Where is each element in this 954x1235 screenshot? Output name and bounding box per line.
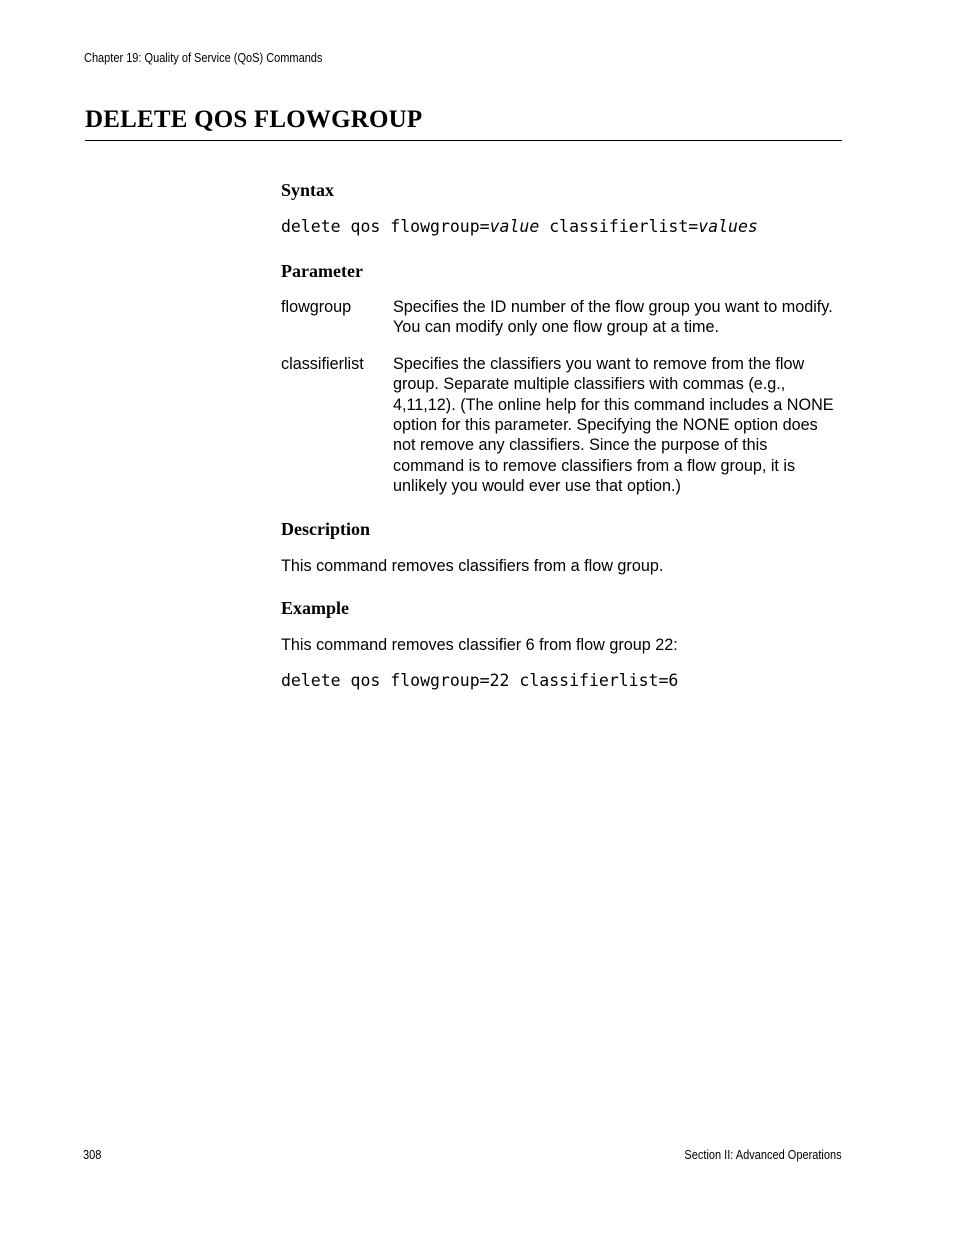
syntax-command [281,216,842,238]
description-heading: Description [281,518,370,539]
syntax-command-part: classifierlist= [539,217,699,236]
parameter-heading: Parameter [281,261,363,281]
parameter-row-classifierlist [281,354,842,497]
running-footer-section: Section II: Advanced Operations [684,1148,842,1162]
title-divider [85,140,842,141]
syntax-heading: Syntax [281,180,335,200]
parameter-description: Specifies the ID number of the flow group you want to modify. You can modify only one flow group at a time. [393,298,833,337]
description-text: This command removes classifiers from a flow group. [281,556,664,575]
main-content [281,178,842,692]
parameter-row-flowgroup [281,297,842,338]
page-number: 308 [83,1148,102,1162]
example-command: delete qos flowgroup=22 classifierlist=6 [281,671,679,691]
example-heading: Example [281,598,350,619]
parameter-name: flowgroup [281,298,352,316]
syntax-variable: values [698,217,758,236]
example-text: This command removes classifier 6 from flow group 22: [281,636,678,655]
running-header: Chapter 19: Quality of Service (QoS) Commands [84,51,323,65]
parameter-name: classifierlist [281,354,364,373]
page-title: DELETE QOS FLOWGROUP [85,106,423,133]
syntax-command-part: delete qos flowgroup= [281,217,490,236]
syntax-variable: value [489,217,540,236]
parameter-description: Specifies the classifiers you want to remove from the flow group. Separate multiple classifiers with commas (e.g., 4,11,12). (The online help for this command includes a NONE option for this parameter. Specifying the NONE option does not remove any classifiers. Since the purpose of this command is to remove classifiers from a flow group, it is unlikely you would ever use that option.) [393,354,834,496]
